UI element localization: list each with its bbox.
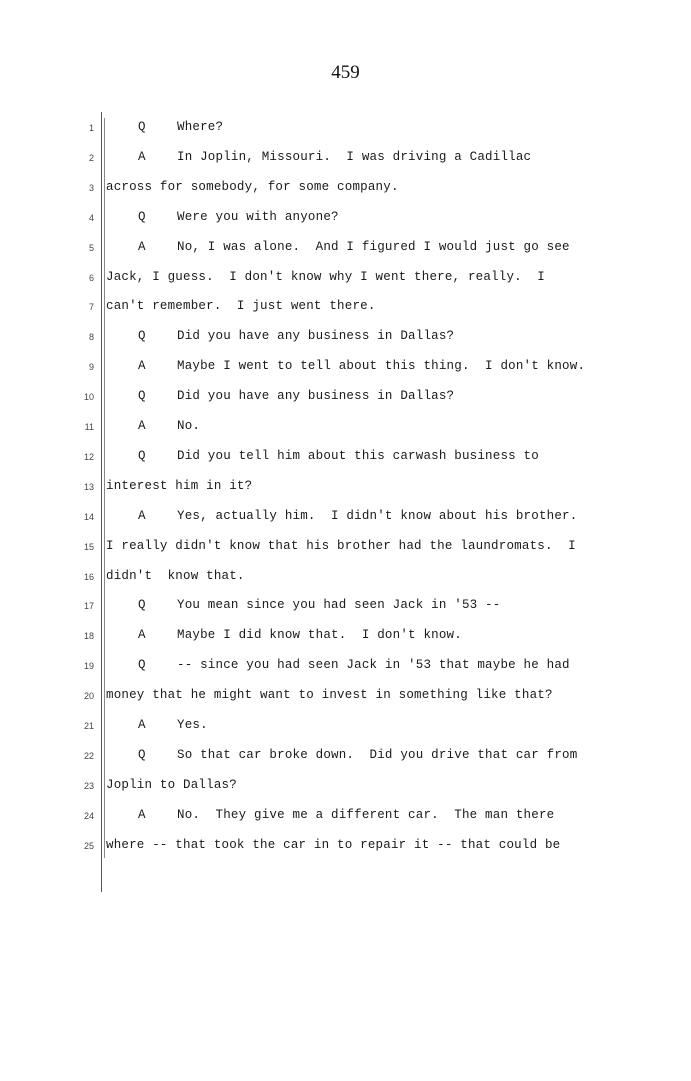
line-number: 15 xyxy=(83,541,94,552)
line-number: 6 xyxy=(88,272,94,283)
speaker-label: A xyxy=(138,359,146,374)
line-text: Jack, I guess. I don't know why I went there, really. I xyxy=(106,269,545,284)
speaker-label: Q xyxy=(138,209,146,224)
line-number: 1 xyxy=(88,123,94,133)
line-number: 9 xyxy=(88,362,94,373)
line-text: -- since you had seen Jack in '53 that maybe he had xyxy=(177,658,570,673)
line-text: didn't know that. xyxy=(106,568,245,583)
speaker-label: A xyxy=(138,807,146,822)
line-text: In Joplin, Missouri. I was driving a Cadillac xyxy=(177,149,532,164)
line-number: 8 xyxy=(88,332,94,343)
line-number: 18 xyxy=(83,631,94,642)
line-number: 21 xyxy=(83,721,94,731)
line-text: Joplin to Dallas? xyxy=(106,777,237,792)
line-number: 20 xyxy=(83,691,94,702)
line-text: where -- that took the car in to repair it -- that could be xyxy=(106,837,561,852)
page-number: 459 xyxy=(331,62,360,83)
line-text: You mean since you had seen Jack in '53 -- xyxy=(177,598,501,613)
line-text: Did you have any business in Dallas? xyxy=(177,389,455,404)
speaker-label: Q xyxy=(138,448,146,463)
line-number: 22 xyxy=(83,750,94,761)
line-number: 2 xyxy=(88,152,94,163)
speaker-label: A xyxy=(138,149,146,164)
line-number: 12 xyxy=(83,451,94,462)
line-text: No. xyxy=(177,419,201,433)
line-number: 13 xyxy=(83,481,94,492)
line-text: interest him in it? xyxy=(106,478,253,493)
speaker-label: Q xyxy=(138,658,146,673)
line-text: Where? xyxy=(177,120,224,134)
margin-rule xyxy=(101,112,102,892)
speaker-label: Q xyxy=(138,329,146,344)
line-number: 3 xyxy=(88,182,94,193)
line-text: money that he might want to invest in something like that? xyxy=(106,688,553,703)
line-text: can't remember. I just went there. xyxy=(106,299,376,314)
line-number: 25 xyxy=(83,840,94,851)
line-text: No, I was alone. And I figured I would just go see xyxy=(177,239,570,254)
speaker-label: A xyxy=(138,628,146,643)
speaker-label: Q xyxy=(138,747,146,762)
margin-rule-inner xyxy=(104,118,105,858)
speaker-label: Q xyxy=(138,120,146,134)
line-number: 7 xyxy=(88,302,94,313)
line-number: 14 xyxy=(83,511,94,522)
speaker-label: A xyxy=(138,419,146,433)
line-text: across for somebody, for some company. xyxy=(106,179,399,194)
line-number: 10 xyxy=(83,392,94,403)
line-text: Yes. xyxy=(177,718,208,732)
line-text: Yes, actually him. I didn't know about his brother. xyxy=(177,508,578,523)
speaker-label: A xyxy=(138,718,146,732)
line-text: No. They give me a different car. The man there xyxy=(177,807,555,822)
line-text: Maybe I went to tell about this thing. I don't know. xyxy=(177,359,586,374)
line-number: 23 xyxy=(83,780,94,791)
line-text: Did you tell him about this carwash business to xyxy=(177,448,539,463)
line-text: I really didn't know that his brother had the laundromats. I xyxy=(106,538,576,553)
line-number: 24 xyxy=(83,810,94,821)
speaker-label: A xyxy=(138,239,146,254)
speaker-label: Q xyxy=(138,598,146,613)
line-number: 11 xyxy=(84,422,94,432)
line-text: Did you have any business in Dallas? xyxy=(177,329,455,344)
line-text: Maybe I did know that. I don't know. xyxy=(177,628,462,643)
line-text: Were you with anyone? xyxy=(177,209,339,224)
speaker-label: Q xyxy=(138,389,146,404)
line-number: 5 xyxy=(88,242,94,253)
line-text: So that car broke down. Did you drive that car from xyxy=(177,747,578,762)
line-number: 4 xyxy=(88,212,94,223)
line-number: 19 xyxy=(83,661,94,672)
line-number: 16 xyxy=(83,571,94,582)
line-number: 17 xyxy=(83,601,94,612)
speaker-label: A xyxy=(138,508,146,523)
